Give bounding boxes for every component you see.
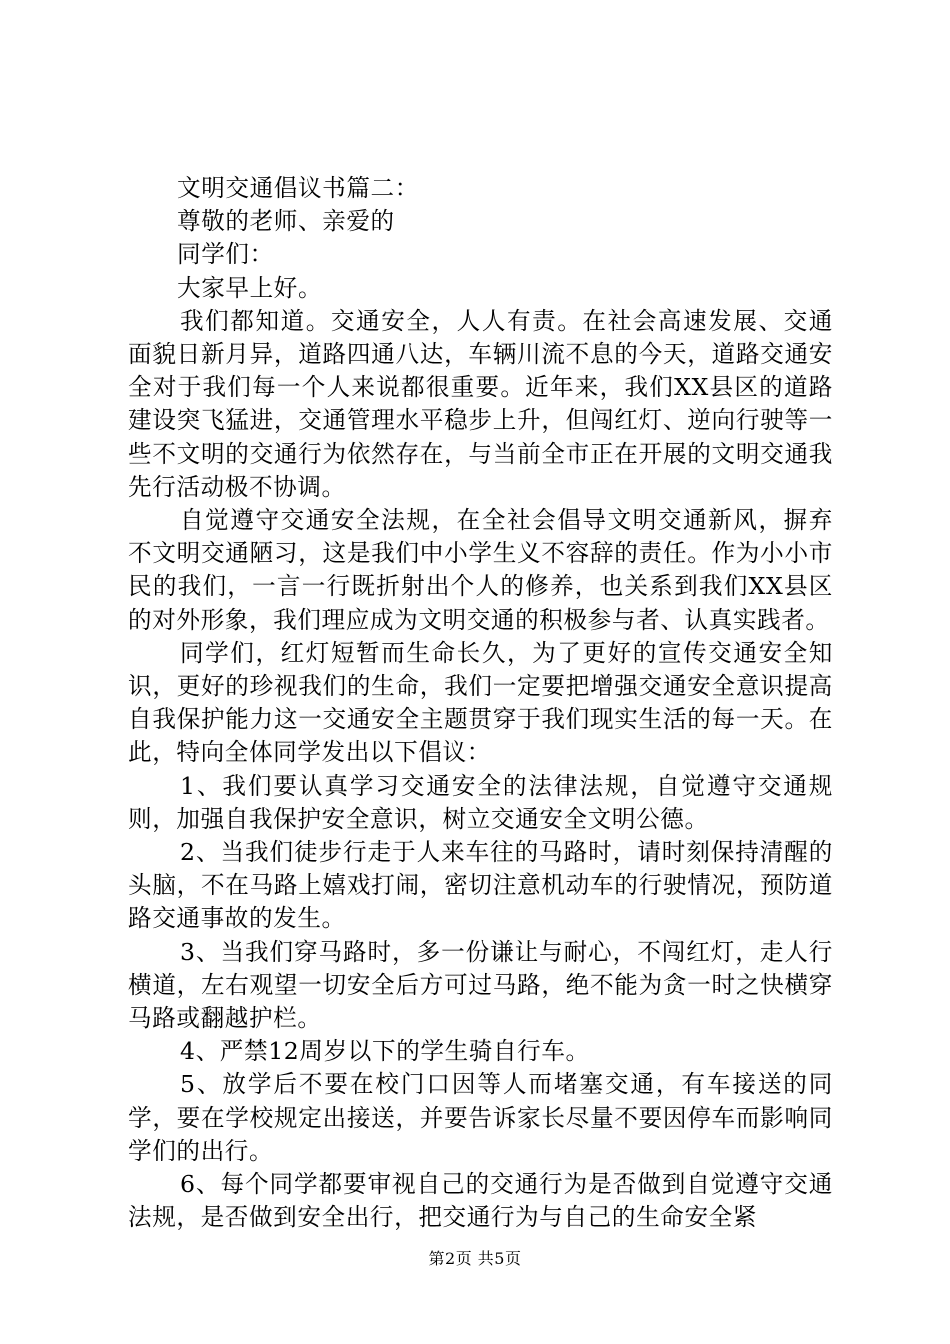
proposal-item-5: 5、放学后不要在校门口因等人而堵塞交通，有车接送的同学，要在学校规定出接送，并要告诉家长尽量不要因停车而影响同学们的出行。 xyxy=(128,1070,833,1165)
proposal-item-1: 1、我们要认真学习交通安全的法律法规，自觉遵守交通规则，加强自我保护安全意识，树立交通安全文明公德。 xyxy=(128,771,833,833)
proposal-item-2: 2、当我们徒步行走于人来车往的马路时，请时刻保持清醒的头脑，不在马路上嬉戏打闹，密切注意机动车的行驶情况，预防道路交通事故的发生。 xyxy=(128,838,833,933)
proposal-item-4: 4、严禁12周岁以下的学生骑自行车。 xyxy=(180,1037,590,1066)
salutation-line-2: 同学们： xyxy=(177,240,274,269)
paragraph-appeal: 同学们，红灯短暂而生命长久，为了更好的宣传交通安全知识，更好的珍视我们的生命，我们一定要把增强交通安全意识提高自我保护能力这一交通安全主题贯穿于我们现实生活的每一天。在此，特向全体同学发出以下倡议： xyxy=(128,638,833,767)
page-number-footer: 第2页 共5页 xyxy=(428,1249,522,1268)
greeting: 大家早上好。 xyxy=(177,273,323,302)
salutation-line-1: 尊敬的老师、亲爱的 xyxy=(177,207,395,236)
proposal-item-3: 3、当我们穿马路时，多一份谦让与耐心，不闯红灯，走人行横道，左右观望一切安全后方可过马路，绝不能为贪一时之快横穿马路或翻越护栏。 xyxy=(128,937,833,1033)
paragraph-intro: 我们都知道。交通安全，人人有责。在社会高速发展、交通面貌日新月异，道路四通八达，车辆川流不息的今天，道路交通安全对于我们每一个人来说都很重要。近年来，我们XX县区的道路建设突飞猛进，交通管理水平稳步上升，但闯红灯、逆向行驶等一些不文明的交通行为依然存在，与当前全市正在开展的文明交通我先行活动极不协调。 xyxy=(128,306,833,501)
document-body xyxy=(128,172,833,1235)
document-heading: 文明交通倡议书篇二： xyxy=(177,174,419,202)
paragraph-responsibility: 自觉遵守交通安全法规，在全社会倡导文明交通新风，摒弃不文明交通陋习，这是我们中小学生义不容辞的责任。作为小小市民的我们，一言一行既折射出个人的修养，也关系到我们XX县区的对外形象，我们理应成为文明交通的积极参与者、认真实践者。 xyxy=(128,506,833,634)
proposal-item-6: 6、每个同学都要审视自己的交通行为是否做到自觉遵守交通法规，是否做到安全出行，把交通行为与自己的生命安全紧 xyxy=(128,1170,833,1232)
